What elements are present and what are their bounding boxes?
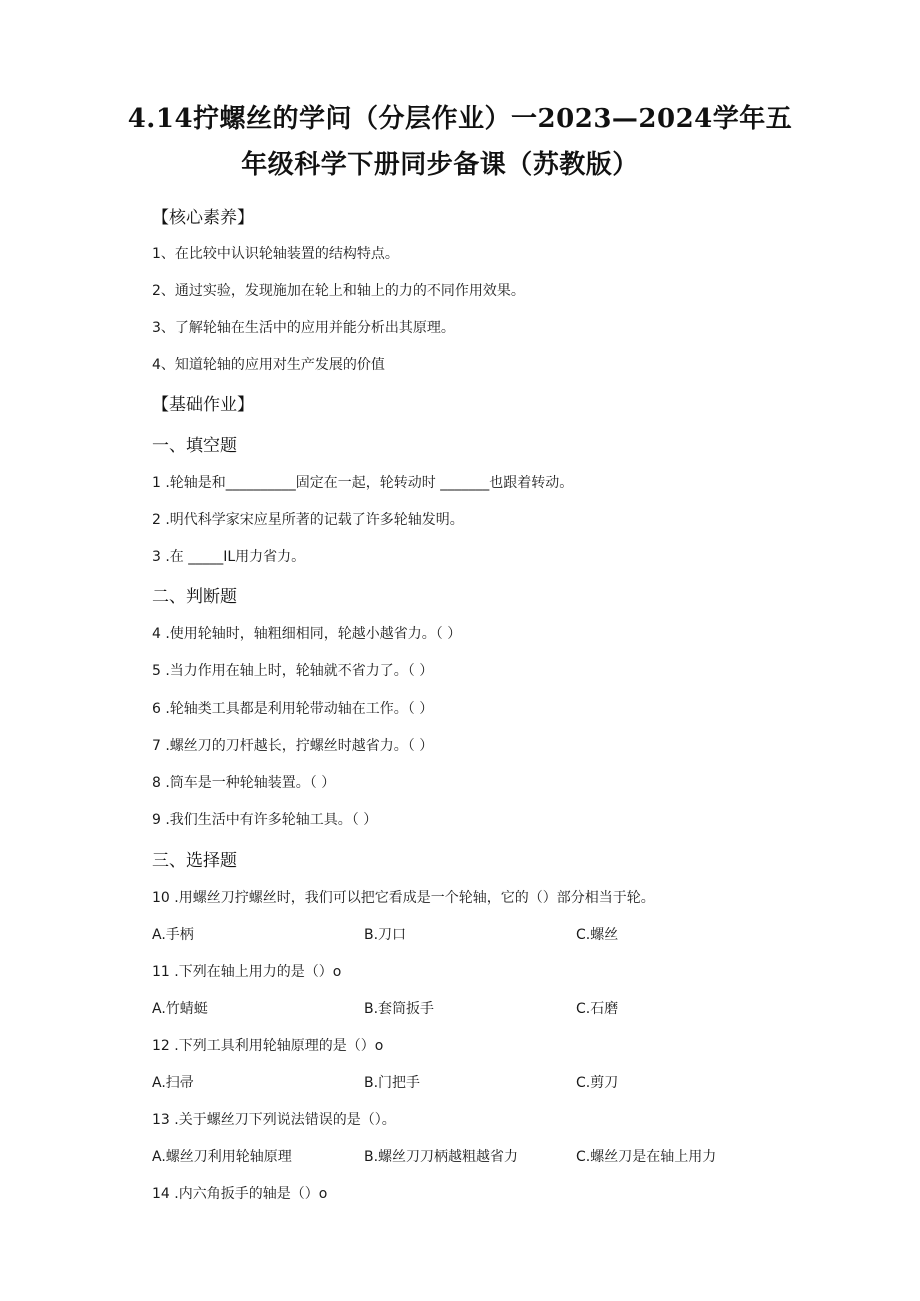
choice-heading: 三、选择题 [152,851,237,871]
question-10-option-a: A.手柄 [152,927,194,943]
question-8: 8 .筒车是一种轮轴装置。（ ） [152,775,336,791]
page-title-line-1: 4.14拧螺丝的学问（分层作业）一2023—2024学年五 [127,104,793,134]
question-12: 12 .下列工具利用轮轴原理的是（）o [152,1038,384,1054]
core-item-3: 3、了解轮轴在生活中的应用并能分析出其原理。 [152,320,455,336]
question-12-option-c: C.剪刀 [576,1075,619,1091]
core-item-4: 4、知道轮轴的应用对生产发展的价值 [152,357,385,373]
question-14: 14 .内六角扳手的轴是（）o [152,1186,328,1202]
question-9: 9 .我们生活中有许多轮轴工具。（ ） [152,812,378,828]
question-11-option-a: A.竹蜻蜓 [152,1001,208,1017]
basic-homework-heading: 【基础作业】 [152,395,254,415]
question-13-option-c: C.螺丝刀是在轴上用力 [576,1149,717,1165]
question-7: 7 .螺丝刀的刀杆越长，拧螺丝时越省力。（ ） [152,738,434,754]
question-12-option-b: B.门把手 [364,1075,421,1091]
question-3: 3 .在 _____IL用力省力。 [152,549,306,565]
judge-heading: 二、判断题 [152,587,237,607]
page-title-line-2: 年级科学下册同步备课（苏教版） [241,150,639,180]
question-13: 13 .关于螺丝刀下列说法错误的是（）。 [152,1112,396,1128]
fill-blank-heading: 一、填空题 [152,436,237,456]
question-11-option-c: C.石磨 [576,1001,619,1017]
question-4: 4 .使用轮轴时，轴粗细相同，轮越小越省力。（ ） [152,626,462,642]
question-13-option-b: B.螺丝刀刀柄越粗越省力 [364,1149,519,1165]
core-literacy-heading: 【核心素养】 [152,208,254,228]
question-2: 2 .明代科学家宋应星所著的记载了许多轮轴发明。 [152,512,464,528]
question-6: 6 .轮轴类工具都是利用轮带动轴在工作。（ ） [152,701,434,717]
question-5: 5 .当力作用在轴上时，轮轴就不省力了。（ ） [152,663,434,679]
core-item-1: 1、在比较中认识轮轴装置的结构特点。 [152,246,399,262]
question-12-option-a: A.扫帚 [152,1075,194,1091]
question-1: 1 .轮轴是和__________固定在一起，轮转动时 _______也跟着转动。 [152,475,574,491]
question-11-option-b: B.套筒扳手 [364,1001,435,1017]
question-10-option-c: C.螺丝 [576,927,619,943]
question-10-option-b: B.刀口 [364,927,407,943]
question-10: 10 .用螺丝刀拧螺丝时，我们可以把它看成是一个轮轴，它的（）部分相当于轮。 [152,890,655,906]
question-11: 11 .下列在轴上用力的是（）o [152,964,342,980]
question-13-option-a: A.螺丝刀利用轮轴原理 [152,1149,292,1165]
core-item-2: 2、通过实验，发现施加在轮上和轴上的力的不同作用效果。 [152,283,525,299]
